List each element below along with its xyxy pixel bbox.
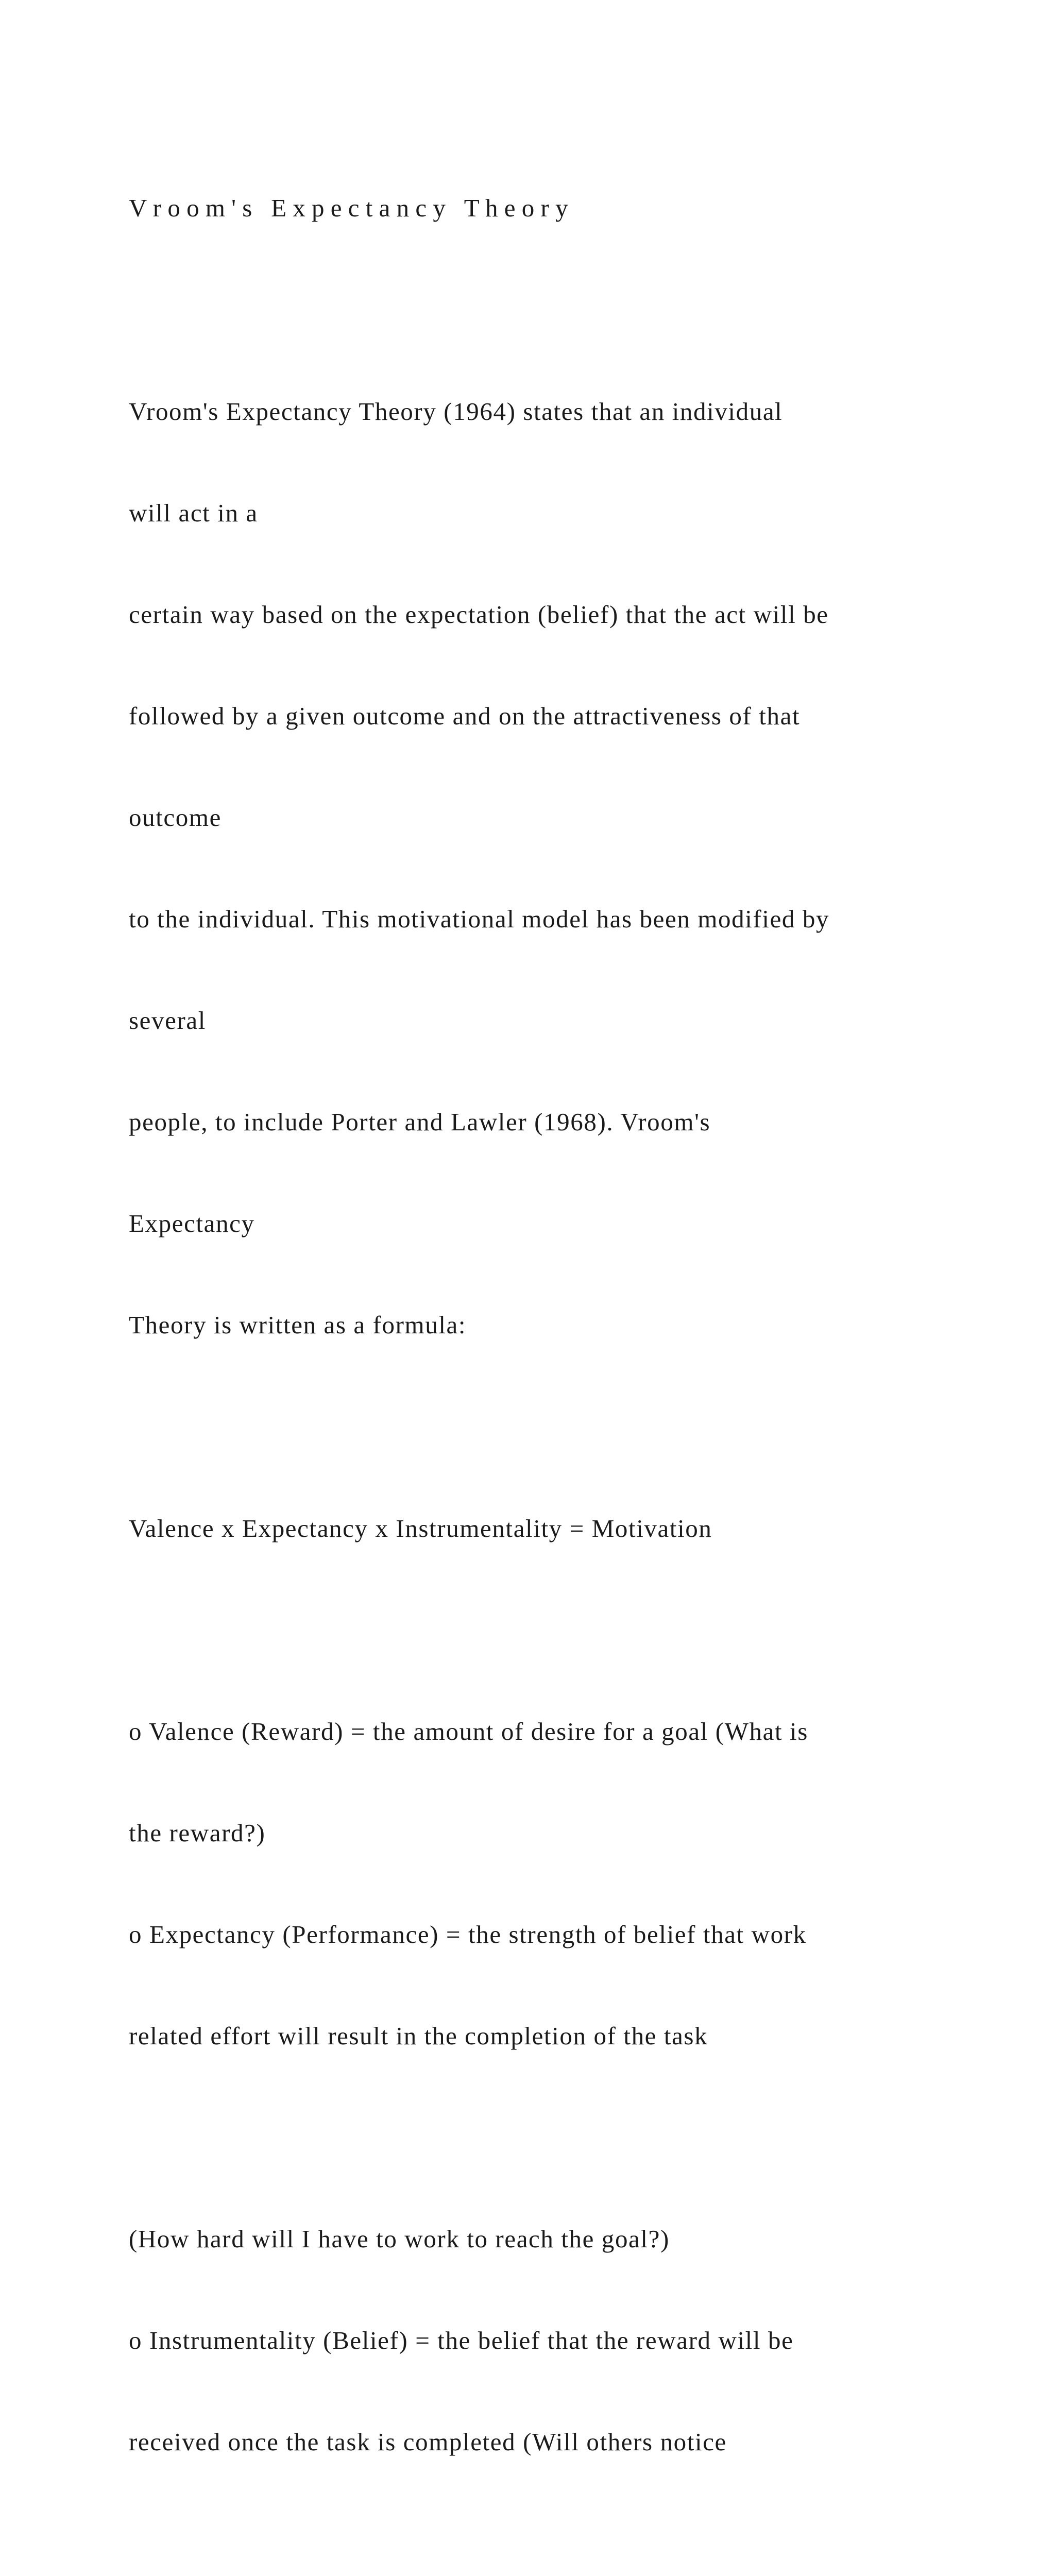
document-body xyxy=(129,124,1005,2576)
text-line: to the individual. This motivational model has been modified by xyxy=(129,905,830,934)
document-title: V r o o m ' s E x p e c t a n c y T h e o r y xyxy=(129,194,568,223)
text-line xyxy=(129,1410,1005,1444)
text-line: related effort will result in the completion of the task xyxy=(129,2022,708,2050)
text-line: the reward?) xyxy=(129,1818,266,1847)
text-line: Vroom's Expectancy Theory (1964) states that an individual xyxy=(129,397,783,426)
formula-line: Valence x Expectancy x Instrumentality = Motivation xyxy=(129,1514,712,1543)
text-line: Theory is written as a formula: xyxy=(129,1311,467,1340)
text-line: will act in a xyxy=(129,498,258,527)
text-line xyxy=(129,2121,1005,2155)
text-line: several xyxy=(129,1006,206,1035)
list-item: o Expectancy (Performance) = the strength of belief that work xyxy=(129,1920,807,1948)
text-line: followed by a given outcome and on the attractiveness of that xyxy=(129,701,801,730)
text-line xyxy=(129,1613,1005,1647)
text-line xyxy=(129,293,1005,327)
list-item: o Valence (Reward) = the amount of desire for a goal (What is xyxy=(129,1717,808,1745)
text-line: people, to include Porter and Lawler (1968). Vroom's xyxy=(129,1108,711,1137)
text-line: certain way based on the expectation (belief) that the act will be xyxy=(129,600,829,629)
text-line: (How hard will I have to work to reach the goal?) xyxy=(129,2225,670,2253)
text-line xyxy=(129,2527,1005,2561)
text-line: outcome xyxy=(129,803,222,832)
list-item: o Instrumentality (Belief) = the belief that the reward will be xyxy=(129,2326,794,2355)
text-line: Expectancy xyxy=(129,1209,255,1238)
text-line: received once the task is completed (Will others notice xyxy=(129,2428,727,2456)
